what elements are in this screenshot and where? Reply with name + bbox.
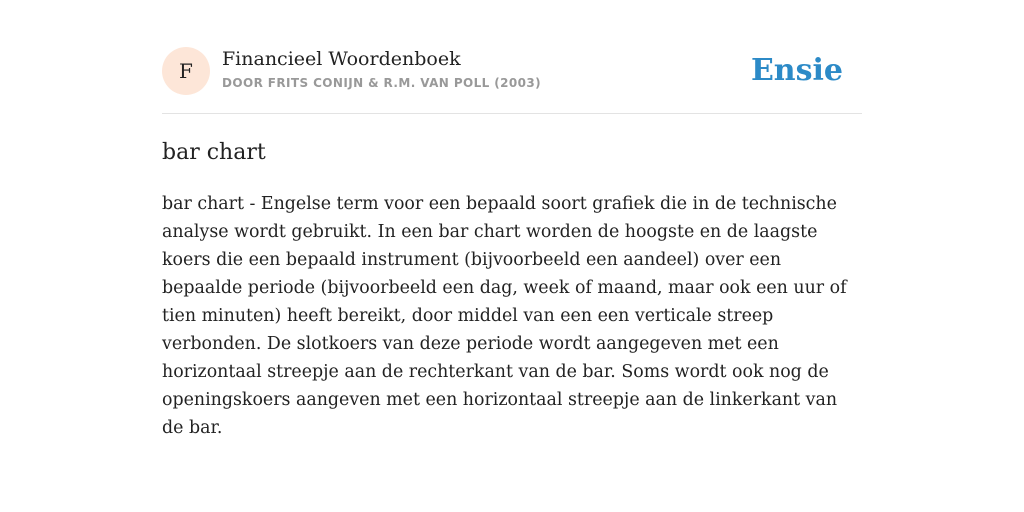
entry-term: bar chart: [162, 140, 266, 165]
divider: [162, 113, 862, 114]
book-author: DOOR FRITS CONIJN & R.M. VAN POLL (2003): [222, 76, 542, 90]
header: [162, 47, 862, 95]
brand-logo[interactable]: Ensie: [750, 53, 843, 88]
book-avatar[interactable]: F: [162, 47, 210, 95]
entry-definition: bar chart - Engelse term voor een bepaald soort grafiek die in de technische analyse wordt gebruikt. In een bar chart worden de hoogste en de laagste koers die een bepaald instrument (bijvoorbeeld een aandeel) over een bepaalde periode (bijvoorbeeld een dag, week of maand, maar ook een uur of tien minuten) heeft bereikt, door middel van een een verticale streep verbonden. De slotkoers van deze periode wordt aangegeven met een horizontaal streepje aan de rechterkant van de bar. Soms wordt ook nog de openingskoers aangeven met een horizontaal streepje aan de linkerkant van de bar.: [162, 194, 847, 438]
book-title[interactable]: Financieel Woordenboek: [222, 48, 461, 70]
